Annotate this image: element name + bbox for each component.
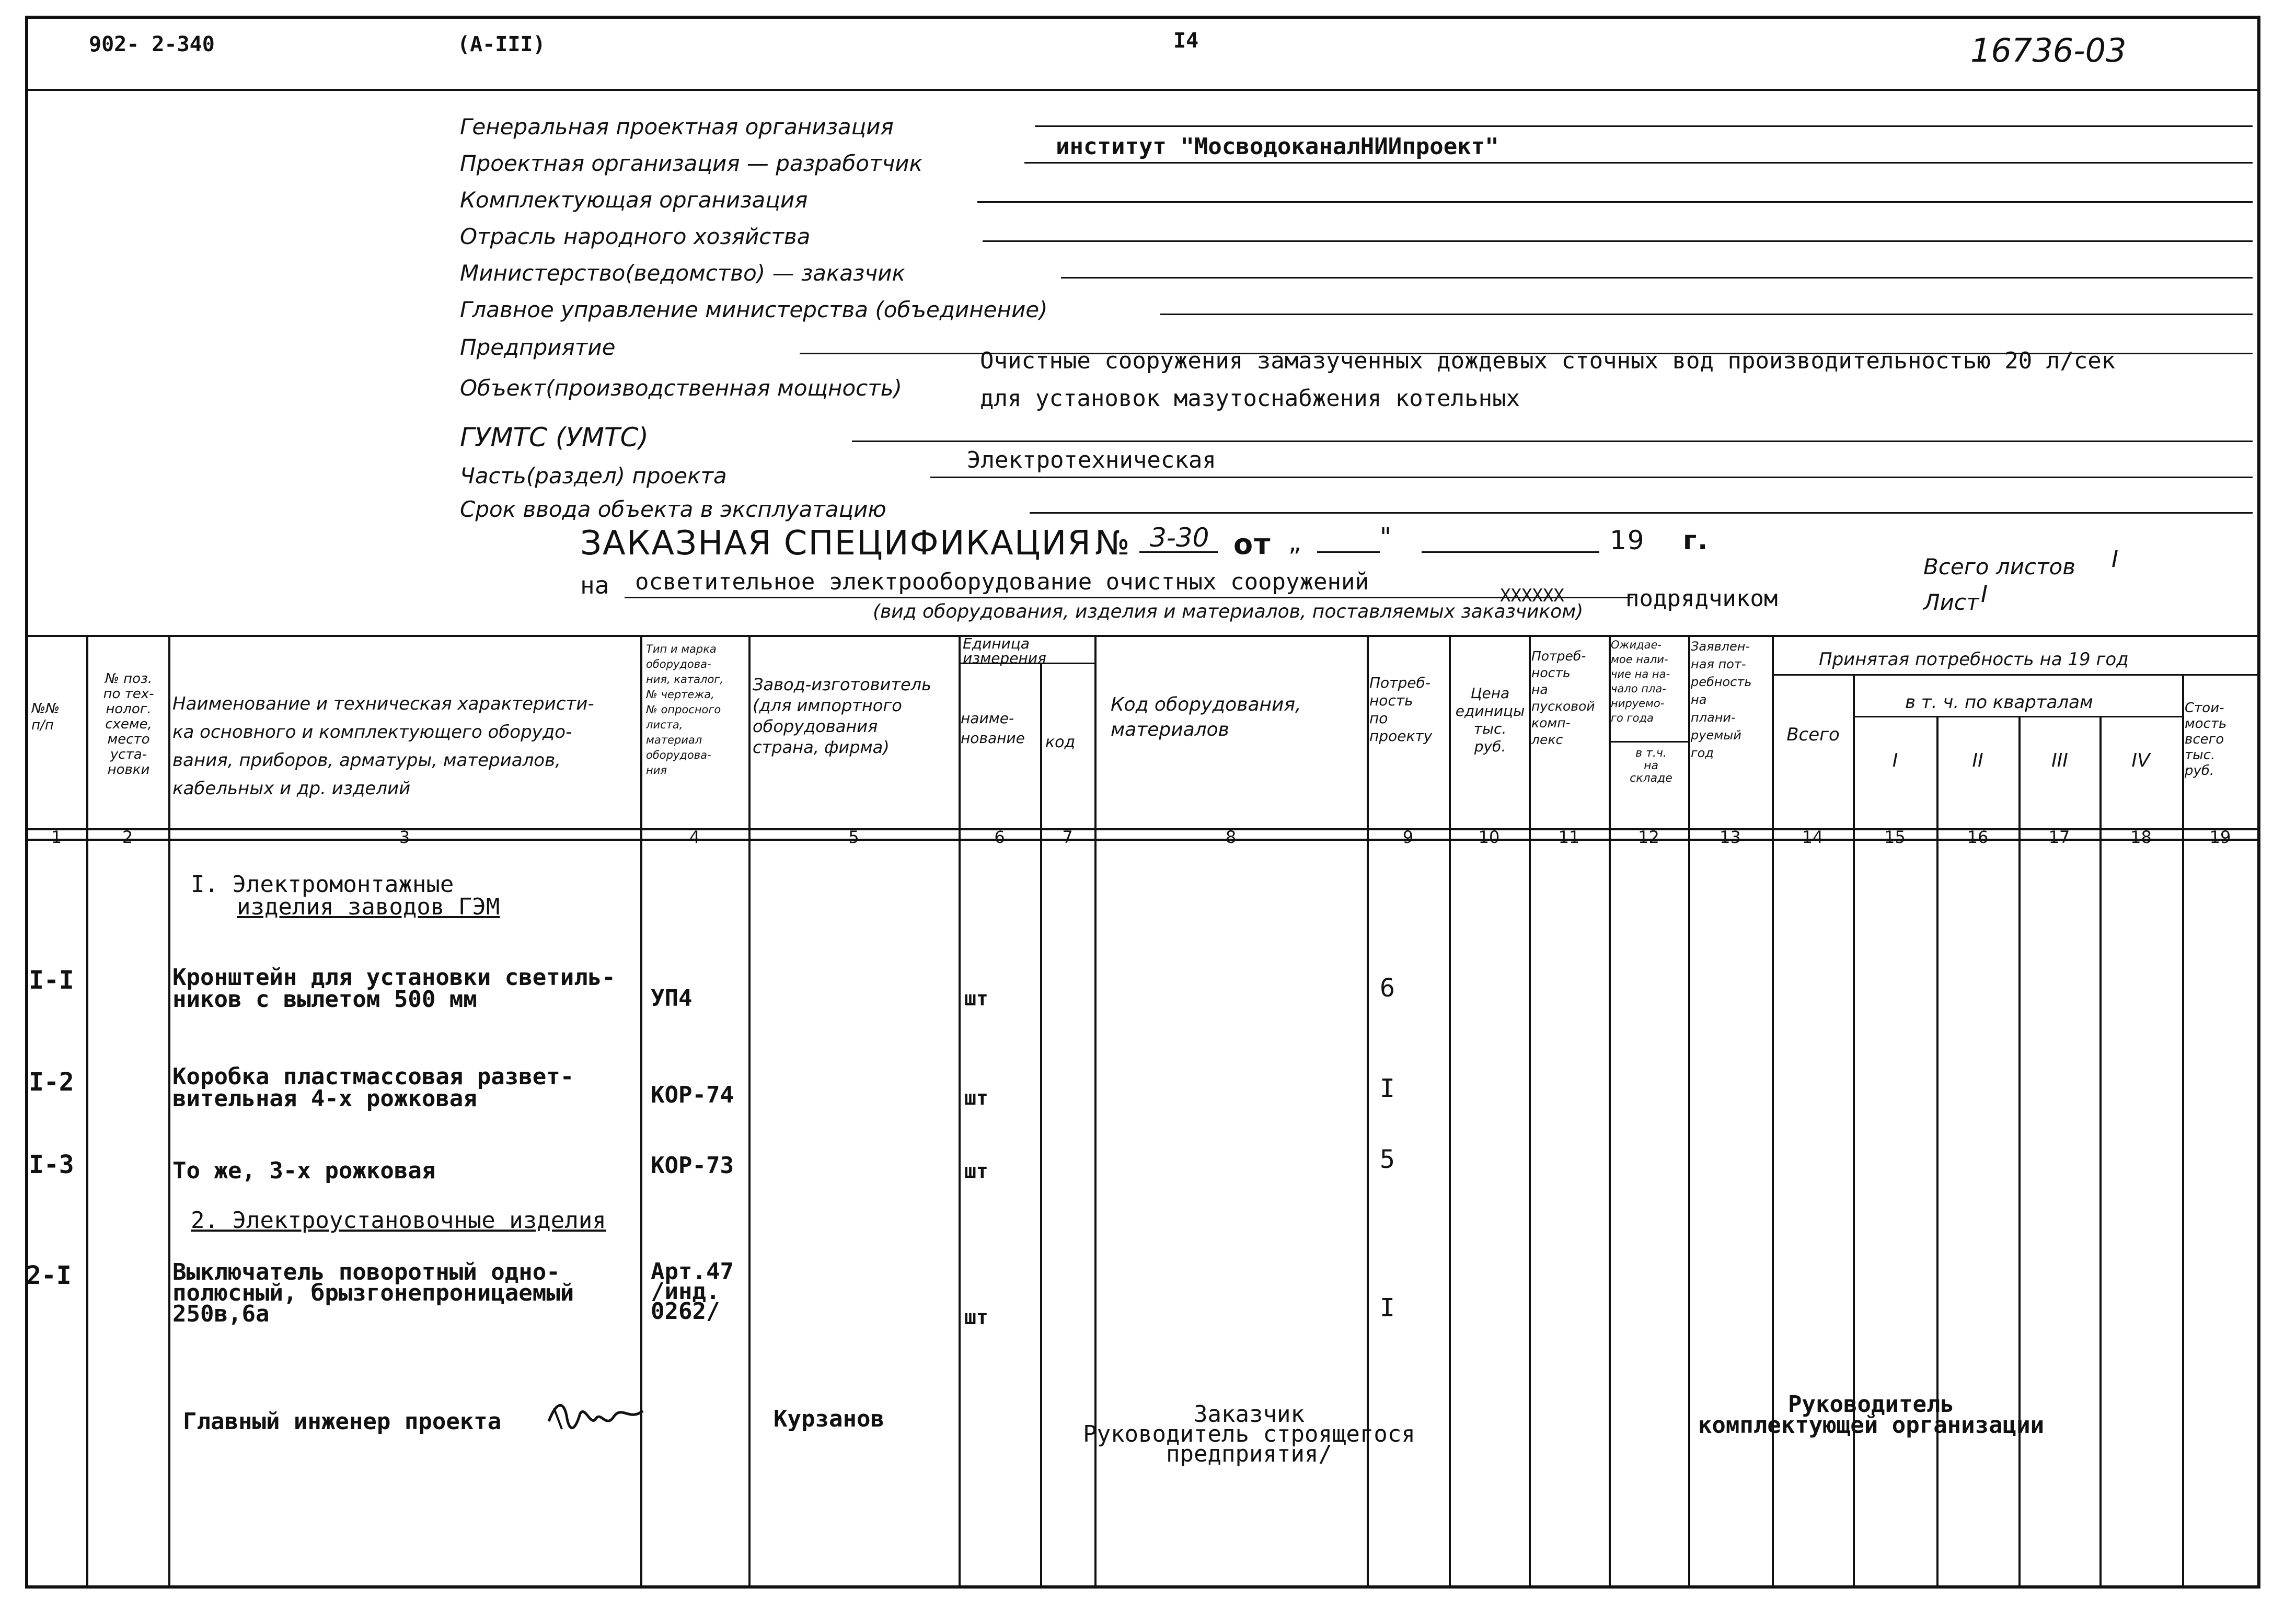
year-prefix: 19 [1610,525,1645,555]
line-design-org [1024,162,2253,164]
line-gumts [852,441,2253,442]
chief-engineer-name: Курзанов [774,1406,884,1432]
col-divider [1772,635,1774,1589]
col-number-5: 5 [848,827,859,847]
label-deadline: Срок ввода объекта в эксплуатацию [460,496,886,522]
label-industry: Отрасль народного хозяйства [460,224,811,249]
row-1-pos: I-I [29,966,74,995]
doc-code: 902- 2-340 [89,32,215,56]
col-header-15: I [1892,752,1898,769]
col-number-1: 1 [51,827,62,847]
row-1-name: Кронштейн для установки светиль- ников с вылетом 500 мм [172,964,616,1013]
accepted-group-line [1772,674,2260,676]
col-divider [1853,674,1855,1589]
row-2-unit: шт [964,1086,988,1109]
row-3-unit: шт [964,1160,988,1183]
section-1-title-line1: I. Электромонтажные [191,871,454,898]
col-number-6: 6 [994,827,1005,847]
col-header-12: в т.ч. на складе [1630,747,1672,785]
row-2-type: КОР-74 [651,1082,734,1108]
line-ministry [1061,277,2253,279]
signature-icon [544,1390,648,1447]
struck-text: ХХХХХХ [1500,585,1564,606]
line-general-org [1035,125,2253,127]
col-number-14: 14 [1802,827,1824,847]
col-divider [959,635,961,1589]
line-part [930,477,2253,478]
col-header-13: Заявлен- ная пот- ребность на плани- руемый год [1691,639,1752,760]
col-divider [1609,635,1611,1589]
section-2-title: 2. Электроустановочные изделия [191,1207,606,1234]
label-design-org: Проектная организация — разработчик [460,150,922,176]
section-1-title-line2: изделия заводов ГЭМ [237,894,500,920]
col-number-13: 13 [1720,827,1741,847]
col-number-4: 4 [689,827,700,847]
line-supply-org [977,201,2253,203]
col-number-17: 17 [2048,827,2070,847]
col-header-2: № поз. по тех- нолог. схеме, место уста- новки [103,671,154,778]
line-spec-number [1139,551,1218,553]
document-number: 16736-03 [1970,31,2127,69]
label-part: Часть(раздел) проекта [460,463,727,489]
col-number-19: 19 [2209,827,2231,847]
row-2-name: Коробка пластмассовая развет- вительная 4-х рожковая [172,1063,574,1112]
label-from: от [1233,528,1272,561]
col-header-6: наиме- нование [961,710,1025,747]
col-number-15: 15 [1884,827,1906,847]
spec-number: 3-30 [1150,523,1209,553]
col-header-11: Потреб- ность на пусковой комп- лекс [1531,648,1595,747]
sheet-number: I [1981,581,1988,608]
col-divider [86,635,88,1589]
doc-series: (А-III) [457,32,546,56]
label-total-sheets: Всего листов [1923,554,2076,580]
label-gumts: ГУМТС (УМТС) [460,422,649,453]
col-header-16: II [1972,752,1983,769]
value-design-org: институт "МосводоканалНИИпроект" [1056,133,1499,160]
quarters-group-line [1853,716,2182,717]
col-number-8: 8 [1225,827,1237,847]
value-object-line2: для установок мазутоснабжения котельных [980,385,1520,412]
page-number: I4 [1173,29,1199,53]
col-divider [748,635,751,1589]
col-divider [1529,635,1531,1589]
col-number-12: 12 [1638,827,1659,847]
header-divider [25,89,2260,91]
row-1-type: УП4 [651,985,693,1012]
value-part: Электротехническая [967,447,1216,473]
col-divider [1688,635,1690,1589]
col-header-1: №№ п/п [31,701,60,733]
label-sheet: Лист [1923,589,1979,615]
row-4-unit: шт [964,1306,988,1329]
label-main-dept: Главное управление министерства (объединение) [460,297,1048,322]
line-main-dept [1160,314,2253,315]
col-header-8: Код оборудования, материалов [1111,694,1301,740]
label-on: на [580,571,609,599]
label-ministry: Министерство(ведомство) — заказчик [460,260,905,286]
col-header-14: Всего [1786,726,1840,743]
subject-subnote: (вид оборудования, изделия и материалов, поставляемых заказчиком) [873,601,1584,622]
row-4-name: Выключатель поворотный одно- полюсный, брызгонепроницаемый 250в,6а [172,1259,574,1327]
row-2-pos: I-2 [29,1068,74,1097]
group-header-unit: Единица измерения [963,636,1046,666]
table-top-border [25,635,2260,637]
col-divider [168,635,170,1589]
col-number-11: 11 [1558,827,1580,847]
row-4-type: Арт.47 /инд. 0262/ [651,1258,734,1325]
col-number-16: 16 [1967,827,1989,847]
stock-group-line [1609,741,1688,743]
col-number-10: 10 [1478,827,1500,847]
col-number-3: 3 [399,827,410,847]
col-divider [2182,674,2184,1589]
col-header-10: Цена единицы тыс. руб. [1455,685,1525,755]
col-header-9: Потреб- ность по проекту [1369,674,1433,745]
col-number-9: 9 [1402,827,1414,847]
col-header-7: код [1045,734,1076,751]
row-3-type: КОР-73 [651,1152,734,1179]
col-divider [1449,635,1451,1589]
group-header-expected: Ожидае- мое нали- чие на на- чало пла- нируемо- го года [1611,639,1670,724]
col-divider [1040,663,1042,1589]
supplier-head-signature: Руководитель комплектующей организации [1698,1391,2045,1439]
row-4-qty: I [1380,1293,1395,1323]
col-header-4: Тип и марка оборудова- ния, каталог, № чертежа, № опросного листа, материал оборудова- ния [646,643,723,776]
spec-number-sign: № [1095,524,1131,563]
line-industry [983,240,2253,242]
label-supply-org: Комплектующая организация [460,187,808,213]
row-1-unit: шт [964,987,988,1010]
col-header-17: III [2051,752,2068,769]
spec-subject: осветительное электрооборудование очистных сооружений [635,569,1369,595]
group-header-quarters: в т. ч. по кварталам [1905,692,2093,713]
quote-close: " [1380,523,1393,552]
row-3-pos: I-3 [29,1150,74,1179]
row-1-qty: 6 [1380,973,1395,1003]
value-object-line1: Очистные сооружения замазученных дождевых сточных вод производительностью 20 л/сек [980,347,2116,374]
col-header-19: Стои- мость всего тыс. руб. [2185,700,2227,779]
spec-title: ЗАКАЗНАЯ СПЕЦИФИКАЦИЯ [580,524,1092,563]
row-3-name: То же, 3-х рожковая [172,1157,436,1184]
label-general-org: Генеральная проектная организация [460,114,894,140]
total-sheets: I [2112,546,2118,573]
line-subject [625,597,1633,598]
col-number-18: 18 [2130,827,2152,847]
customer-signature: Заказчик Руководитель строящегося предприятия/ [1083,1401,1415,1467]
row-4-pos: 2-I [26,1261,72,1290]
col-number-2: 2 [122,827,133,847]
row-2-qty: I [1380,1074,1395,1103]
label-enterprise: Предприятие [460,334,616,360]
line-day [1317,551,1380,553]
year-suffix: г. [1683,525,1709,555]
label-object: Объект(производственная мощность) [460,375,902,401]
col-number-7: 7 [1062,827,1073,847]
quote-open: „ [1288,528,1302,557]
row-3-qty: 5 [1380,1145,1395,1174]
col-header-5: Завод-изготовитель (для импортного оборудования страна, фирма) [753,675,931,757]
group-header-accepted: Принятая потребность на 19 год [1819,649,2129,670]
line-month [1422,551,1599,553]
line-deadline [1030,512,2253,514]
chief-engineer-label: Главный инженер проекта [183,1408,502,1435]
supplier-text: подрядчиком [1625,585,1778,612]
col-header-3: Наименование и техническая характеристи- ка основного и комплектующего оборудо- вания, приборов, арматуры, материалов, кабельных и др. изделий [172,693,594,799]
col-header-18: IV [2131,752,2150,769]
